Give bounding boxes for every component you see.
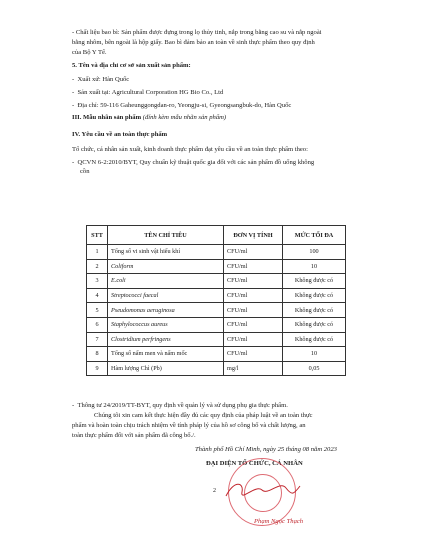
section-3-note: (đính kèm mẫu nhãn sản phẩm) bbox=[142, 114, 227, 121]
table-row bbox=[87, 274, 346, 289]
row-unit: CFU/ml bbox=[224, 317, 283, 332]
row-max: 0,05 bbox=[283, 361, 346, 376]
row-name: Staphylococcus aureus bbox=[108, 317, 224, 332]
producer-line: - Sản xuất tại: Agricultural Corporation HG Bio Co., Ltd bbox=[72, 89, 224, 96]
row-name: Coliform bbox=[108, 259, 224, 274]
row-max: Không được có bbox=[283, 332, 346, 347]
section-4-intro: Tổ chức, cá nhân sản xuất, kinh doanh thực phẩm đạt yêu cầu về an toàn thực phẩm theo: bbox=[72, 146, 308, 153]
row-max: 100 bbox=[283, 245, 346, 260]
row-stt: 7 bbox=[87, 332, 108, 347]
row-unit: CFU/ml bbox=[224, 259, 283, 274]
table-row bbox=[87, 347, 346, 362]
row-max: 10 bbox=[283, 347, 346, 362]
signature-title: ĐẠI DIỆN TỔ CHỨC, CÁ NHÂN bbox=[206, 460, 303, 467]
commitment-line-1: Chúng tôi xin cam kết thực hiện đầy đủ các quy định của pháp luật về an toàn thực bbox=[94, 412, 313, 419]
commitment-line-2: phẩm và hoàn toàn chịu trách nhiệm về tính pháp lý của hồ sơ công bố và chất lượng, an bbox=[72, 422, 306, 429]
section-5-heading: 5. Tên và địa chỉ cơ sở sản xuất sản phẩm: bbox=[72, 62, 191, 69]
address-text: Địa chỉ: 59-116 Gaheunggongdan-ro, Yeongju-si, Gyeongsangbuk-do, Hàn Quốc bbox=[77, 102, 292, 109]
row-max: 10 bbox=[283, 259, 346, 274]
standard-line-1: - QCVN 6-2:2010/BYT, Quy chuẩn kỹ thuật quốc gia đối với các sản phẩm đồ uống không bbox=[72, 159, 315, 166]
row-stt: 9 bbox=[87, 361, 108, 376]
header-max: MỨC TỐI ĐA bbox=[283, 226, 346, 245]
commitment-line-3: toàn thực phẩm đối với sản phẩm đã công bố./. bbox=[72, 432, 196, 439]
row-unit: CFU/ml bbox=[224, 347, 283, 362]
table-body bbox=[87, 245, 346, 376]
standard-text: QCVN 6-2:2010/BYT, Quy chuẩn kỹ thuật quốc gia đối với các sản phẩm đồ uống không bbox=[77, 159, 315, 166]
row-name: Tổng số vi sinh vật hiếu khí bbox=[108, 245, 224, 260]
table-row bbox=[87, 245, 346, 260]
producer-text: Sản xuất tại: Agricultural Corporation HG Bio Co., Ltd bbox=[77, 89, 224, 96]
row-name: Clostridium perfringens bbox=[108, 332, 224, 347]
row-max: Không được có bbox=[283, 303, 346, 318]
row-stt: 8 bbox=[87, 347, 108, 362]
row-stt: 4 bbox=[87, 288, 108, 303]
signature-scribble bbox=[222, 478, 302, 502]
section-4-heading: IV. Yêu cầu về an toàn thực phẩm bbox=[72, 131, 168, 138]
row-max: Không được có bbox=[283, 288, 346, 303]
row-stt: 5 bbox=[87, 303, 108, 318]
circular-text: Thông tư 24/2019/TT-BYT, quy định về quản lý và sử dụng phụ gia thực phẩm. bbox=[77, 402, 288, 409]
row-unit: CFU/ml bbox=[224, 288, 283, 303]
address-line: - Địa chỉ: 59-116 Gaheunggongdan-ro, Yeongju-si, Gyeongsangbuk-do, Hàn Quốc bbox=[72, 102, 292, 109]
page-number: 2 bbox=[213, 488, 216, 494]
row-name: Hàm lượng Chì (Pb) bbox=[108, 361, 224, 376]
place-date: Thành phố Hồ Chí Minh, ngày 25 tháng 08 năm 2023 bbox=[195, 446, 337, 453]
row-name: E.coli bbox=[108, 274, 224, 289]
header-stt: STT bbox=[87, 226, 108, 245]
row-unit: CFU/ml bbox=[224, 332, 283, 347]
row-name: Tổng số nấm men và nấm mốc bbox=[108, 347, 224, 362]
table-row bbox=[87, 259, 346, 274]
row-name: Pseudomonas aeruginosa bbox=[108, 303, 224, 318]
section-3-line bbox=[72, 114, 226, 122]
row-unit: CFU/ml bbox=[224, 245, 283, 260]
header-name: TÊN CHỈ TIÊU bbox=[108, 226, 224, 245]
table-row bbox=[87, 317, 346, 332]
header-unit: ĐƠN VỊ TÍNH bbox=[224, 226, 283, 245]
row-name: Streptococci faecal bbox=[108, 288, 224, 303]
table-row bbox=[87, 303, 346, 318]
standard-line-2: cồn bbox=[80, 168, 90, 175]
specification-table bbox=[86, 225, 346, 376]
row-unit: CFU/ml bbox=[224, 303, 283, 318]
origin-text: Xuất xứ: Hàn Quốc bbox=[77, 76, 130, 83]
section-3-heading: III. Mẫu nhãn sản phẩm bbox=[72, 114, 142, 121]
row-max: Không được có bbox=[283, 317, 346, 332]
row-unit: mg/l bbox=[224, 361, 283, 376]
row-stt: 1 bbox=[87, 245, 108, 260]
packaging-line-3: của Bộ Y Tế. bbox=[72, 49, 107, 56]
signer-name: Phạm Ngọc Thạch bbox=[254, 518, 304, 525]
table-row bbox=[87, 288, 346, 303]
row-stt: 3 bbox=[87, 274, 108, 289]
table-header-row bbox=[87, 226, 346, 245]
row-stt: 6 bbox=[87, 317, 108, 332]
table-row bbox=[87, 361, 346, 376]
row-stt: 2 bbox=[87, 259, 108, 274]
row-max: Không được có bbox=[283, 274, 346, 289]
circular-line-1: - Thông tư 24/2019/TT-BYT, quy định về quản lý và sử dụng phụ gia thực phẩm. bbox=[72, 402, 288, 409]
origin-line: - Xuất xứ: Hàn Quốc bbox=[72, 76, 130, 83]
packaging-line-2: bằng nhôm, bên ngoài là hộp giấy. Bao bì đảm bảo an toàn về sinh thực phẩm theo quy định bbox=[72, 39, 315, 46]
table-row bbox=[87, 332, 346, 347]
row-unit: CFU/ml bbox=[224, 274, 283, 289]
packaging-line-1: - Chất liệu bao bì: Sản phẩm được đựng trong lọ thủy tinh, nắp trong bằng cao su và nắp ngoài bbox=[72, 29, 322, 36]
